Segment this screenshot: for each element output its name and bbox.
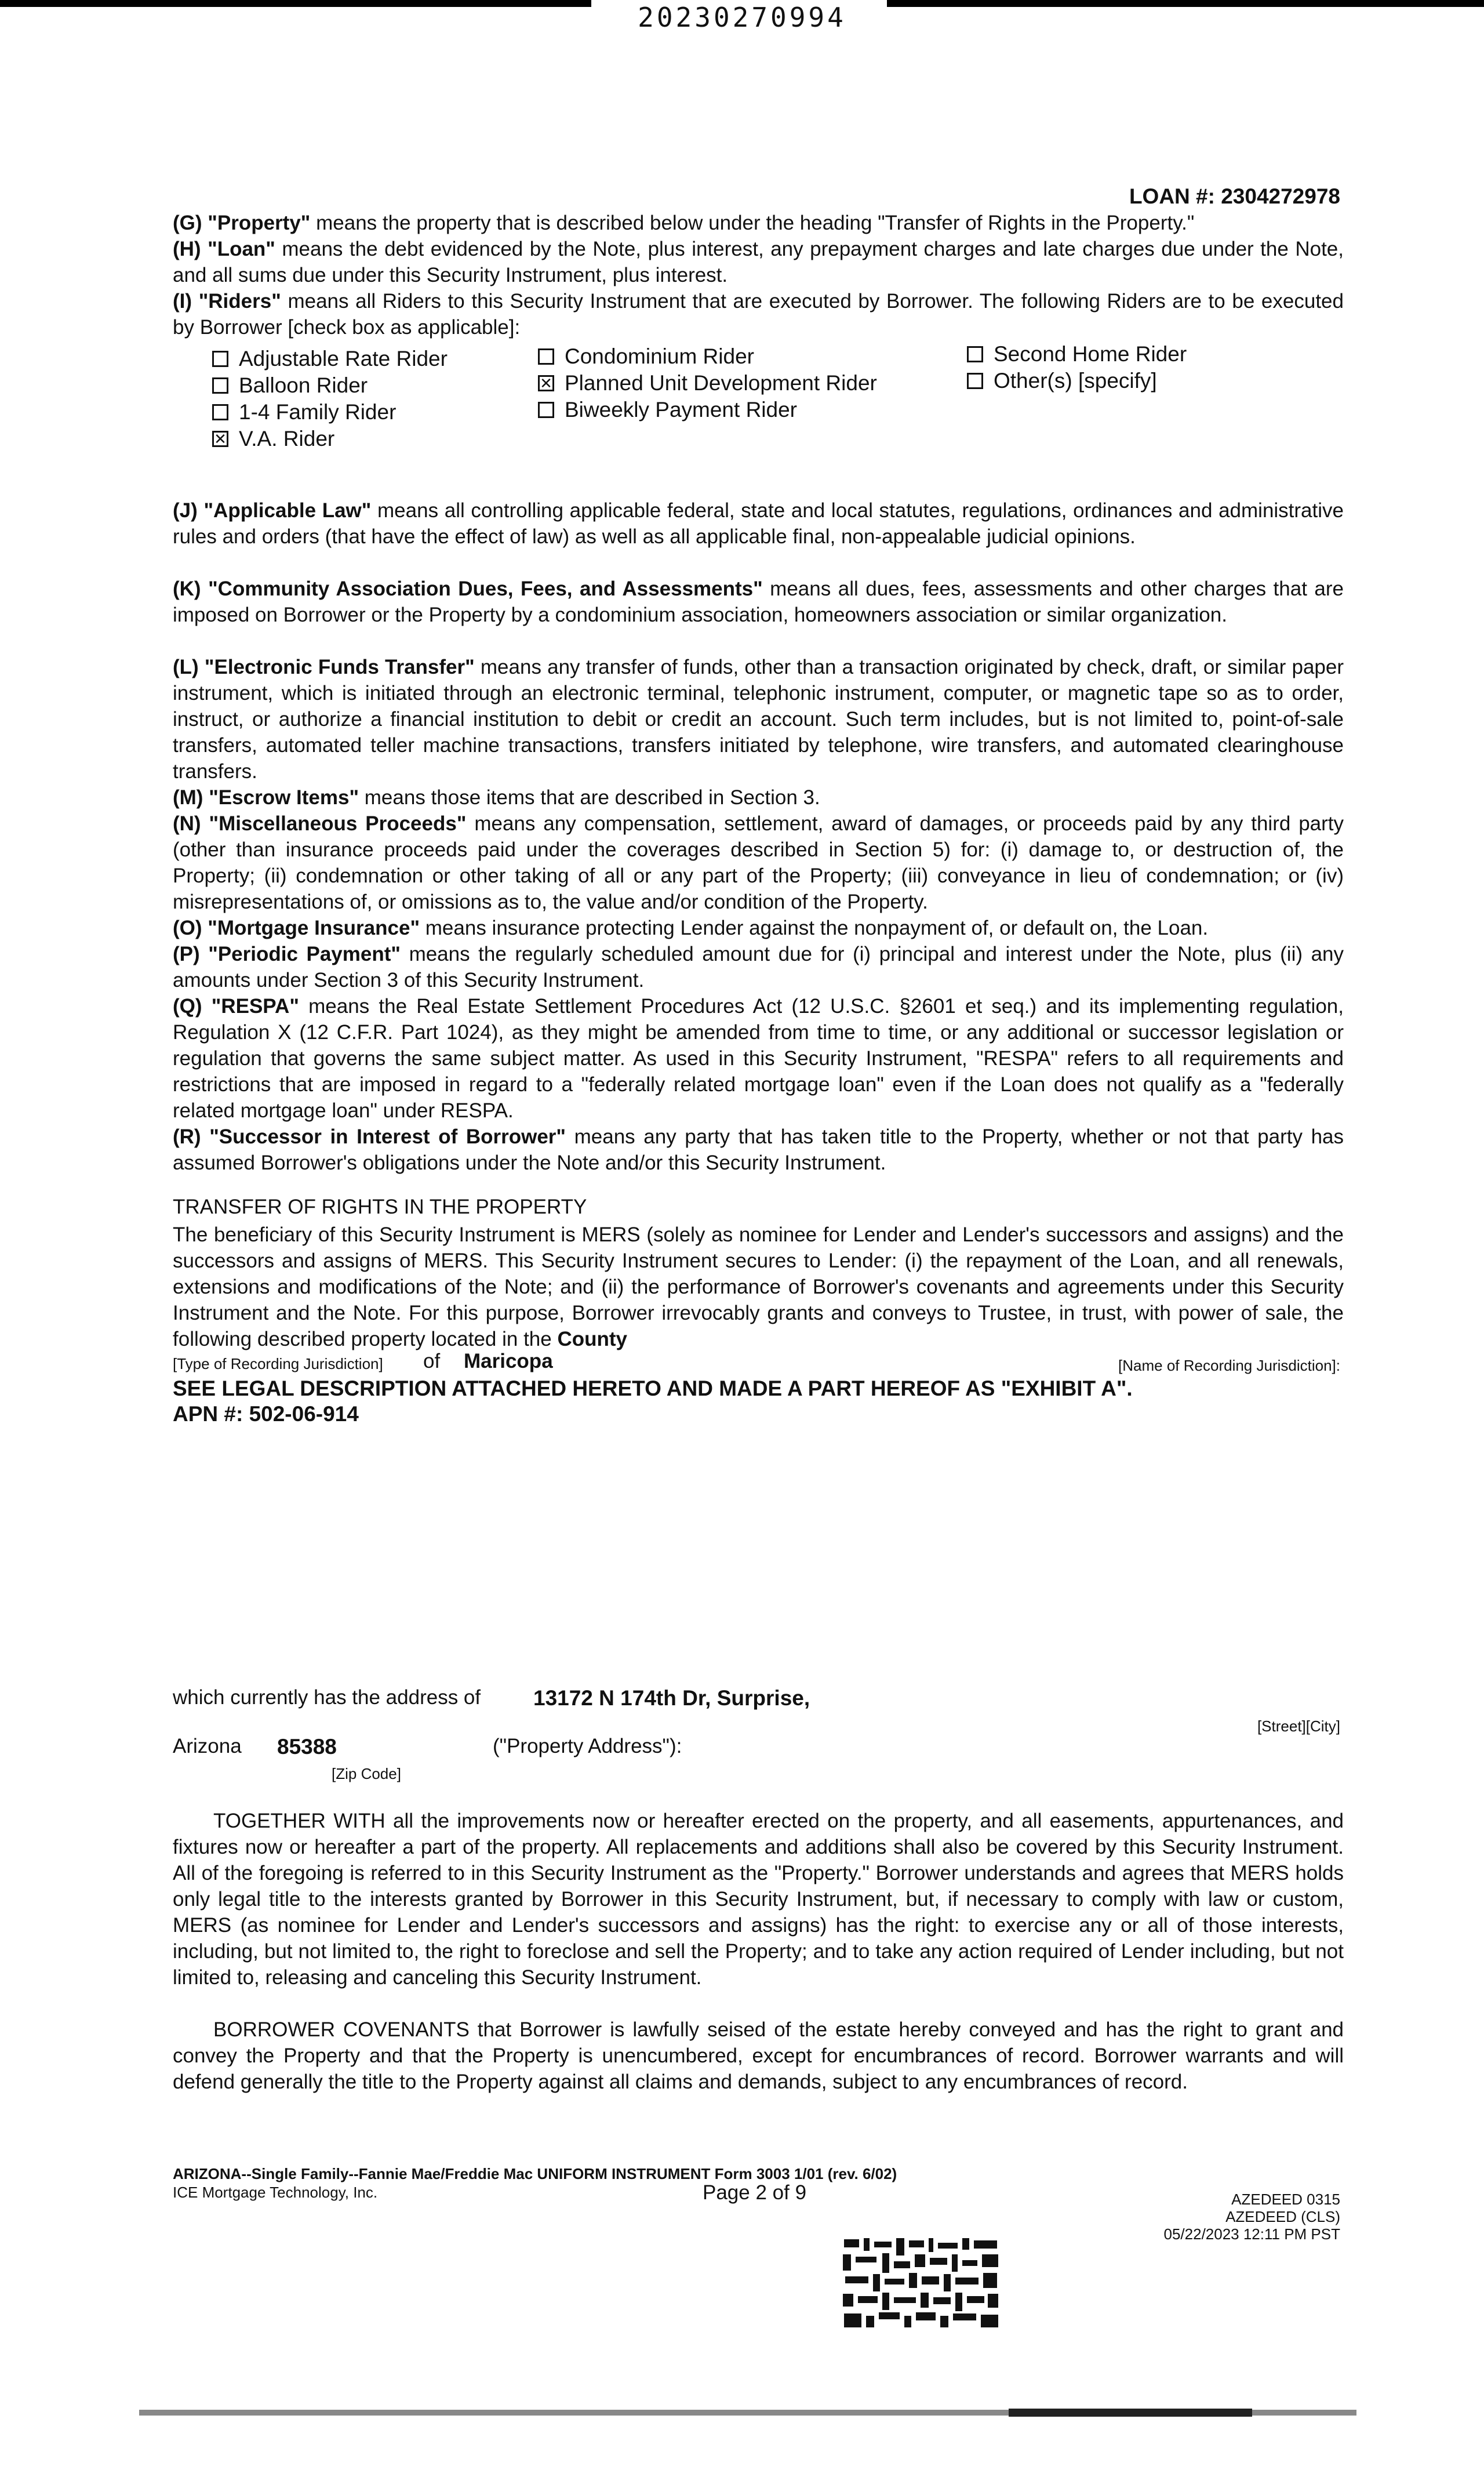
def-text: means the regularly scheduled amount due for (i) principal and interest under the Note, plus (ii) any amounts under Section 3 of this Security Instrument. xyxy=(173,943,1344,991)
rider-label: Balloon Rider xyxy=(239,373,368,397)
type-caption: [Type of Recording Jurisdiction] xyxy=(173,1355,383,1372)
definition-l xyxy=(173,654,1344,784)
def-text: means insurance protecting Lender against the nonpayment of, or default on, the Loan. xyxy=(420,917,1209,939)
legal-description: SEE LEGAL DESCRIPTION ATTACHED HERETO AND MADE A PART HEREOF AS "EXHIBIT A". xyxy=(173,1376,1133,1400)
def-text: means any transfer of funds, other than a transaction originated by check, draft, or similar paper instrument, which is initiated through an electronic terminal, telephonic instrument, computer, or magnetic tape so as to order, instruct, or authorize a financial institution to debit or credit an account. Such term includes, but is not limited to, point-of-sale transfers, automated teller machine transactions, transfers initiated by telephone, wire transfers, and automated clearinghouse transfers. xyxy=(173,656,1344,783)
def-label: (J) xyxy=(173,499,198,522)
definition-j xyxy=(173,497,1344,550)
rider-label: Adjustable Rate Rider xyxy=(239,347,448,371)
rider-condominium[interactable] xyxy=(538,344,754,369)
definition-m xyxy=(173,784,1344,811)
definition-p xyxy=(173,941,1344,993)
jurisdiction-name: Maricopa xyxy=(464,1350,553,1372)
definition-o xyxy=(173,915,1344,941)
rider-planned-unit[interactable] xyxy=(538,371,877,395)
def-term: "Electronic Funds Transfer" xyxy=(204,656,475,678)
covenants-paragraph: BORROWER COVENANTS that Borrower is lawfully seised of the estate hereby conveyed and has the right to grant and convey the Property and that the Property is unencumbered, except for encumbrances of record. Borrower warrants and will defend generally the title to the Property against all claims and demands, subject to any encumbrances of record. xyxy=(173,2018,1344,2093)
def-label: (L) xyxy=(173,656,199,678)
scan-strip-icon xyxy=(139,2405,1356,2420)
street-city: 13172 N 174th Dr, Surprise, xyxy=(533,1686,810,1710)
rider-label: Other(s) [specify] xyxy=(994,369,1157,393)
together-paragraph: TOGETHER WITH all the improvements now or hereafter erected on the property, and all easements, appurtenances, and fixtures now or hereafter a part of the property. All replacements and additions shall also be covered by this Security Instrument. All of the foregoing is referred to in this Security Instrument as the "Property." Borrower understands and agrees that MERS holds only legal title to the interests granted by Borrower in this Security Instrument, but, if necessary to comply with law or custom, MERS (as nominee for Lender and Lender's successors and assigns) has the right: to exercise any or all of those interests, including, but not limited to, the right to foreclose and sell the Property; and to take any action required of Lender including, but not limited to, releasing and canceling this Security Instrument. xyxy=(173,1810,1344,1989)
def-label: (Q) xyxy=(173,995,202,1018)
checkbox-checked-icon[interactable]: ✕ xyxy=(212,431,228,447)
def-term: "Miscellaneous Proceeds" xyxy=(209,812,467,835)
def-label: (M) xyxy=(173,786,203,809)
apn-number: APN #: 502-06-914 xyxy=(173,1402,359,1426)
rider-label: 1-4 Family Rider xyxy=(239,400,397,424)
barcode-icon xyxy=(842,2237,1002,2330)
company-name: ICE Mortgage Technology, Inc. xyxy=(173,2184,378,2201)
rider-biweekly[interactable] xyxy=(538,398,797,422)
def-label: (R) xyxy=(173,1125,201,1148)
rider-adjustable-rate[interactable] xyxy=(212,347,448,371)
def-text: means all Riders to this Security Instrument that are executed by Borrower. The following Riders are to be executed by Borrower [check box as applicable]: xyxy=(173,290,1344,339)
definition-h xyxy=(173,236,1344,288)
def-label: (O) xyxy=(173,917,202,939)
def-term: "Periodic Payment" xyxy=(208,943,401,965)
def-term: "Loan" xyxy=(208,238,275,260)
def-label: (K) xyxy=(173,578,201,600)
address-lead: which currently has the address of xyxy=(173,1686,481,1709)
rider-label: Planned Unit Development Rider xyxy=(565,371,877,395)
transfer-body-text: The beneficiary of this Security Instrument is MERS (solely as nominee for Lender and Lender's successors and assigns) and the successors and assigns of MERS. This Security Instrument secures to Lender: (i) the repayment of the Loan, and all renewals, extensions and modifications of the Note; and (ii) the performance of Borrower's covenants and agreements under this Security Instrument and the Note. For this purpose, Borrower irrevocably grants and conveys to Trustee, in trust, with power of sale, the following described property located in the xyxy=(173,1223,1344,1350)
def-term: "Property" xyxy=(208,212,311,234)
form-title: ARIZONA--Single Family--Fannie Mae/Freddie Mac UNIFORM INSTRUMENT Form 3003 1/01 (rev. 6/02) xyxy=(173,2165,897,2182)
def-label: (G) xyxy=(173,212,202,234)
address-zip: 85388 xyxy=(277,1735,337,1759)
timestamp: 05/22/2023 12:11 PM PST xyxy=(1163,2225,1340,2243)
address-state: Arizona xyxy=(173,1735,242,1757)
rider-label: Biweekly Payment Rider xyxy=(565,398,797,422)
checkbox-icon[interactable] xyxy=(538,402,554,418)
rider-label: V.A. Rider xyxy=(239,427,335,451)
def-text: means all controlling applicable federal, state and local statutes, regulations, ordinances and administrative rules and orders (that have the effect of law) as well as all applicable final, non-appealable judicial opinions. xyxy=(173,499,1344,548)
def-term: "Successor in Interest of Borrower" xyxy=(209,1125,566,1148)
def-text: means any party that has taken title to the Property, whether or not that party has assumed Borrower's obligations under the Note and/or this Security Instrument. xyxy=(173,1125,1344,1174)
street-city-caption: [Street][City] xyxy=(1257,1717,1340,1735)
def-term: "Applicable Law" xyxy=(203,499,372,522)
definition-n xyxy=(173,811,1344,915)
definition-r xyxy=(173,1124,1344,1176)
checkbox-icon[interactable] xyxy=(212,351,228,367)
transfer-heading: TRANSFER OF RIGHTS IN THE PROPERTY xyxy=(173,1196,587,1218)
transfer-body xyxy=(173,1222,1344,1352)
checkbox-icon[interactable] xyxy=(967,346,983,362)
def-text: means the Real Estate Settlement Procedures Act (12 U.S.C. §2601 et seq.) and its implementing regulation, Regulation X (12 C.F.R. Part 1024), as they might be amended from time to time, or any additional or successor legislation or regulation that governs the same subject matter. As used in this Security Instrument, "RESPA" refers to all requirements and restrictions that are imposed in regard to a "federally related mortgage loan" even if the Loan does not qualify as a "federally related mortgage loan" under RESPA. xyxy=(173,995,1344,1122)
code-2: AZEDEED (CLS) xyxy=(1225,2208,1340,2225)
definition-g xyxy=(173,210,1344,236)
checkbox-icon[interactable] xyxy=(967,373,983,389)
def-label: (H) xyxy=(173,238,201,260)
property-address-label: ("Property Address"): xyxy=(493,1735,682,1757)
definition-i xyxy=(173,288,1344,340)
def-label: (I) xyxy=(173,290,192,313)
of-word: of xyxy=(423,1350,441,1372)
rider-1-4-family[interactable] xyxy=(212,400,396,424)
def-text: means those items that are described in Section 3. xyxy=(359,786,820,809)
rider-second-home[interactable] xyxy=(967,342,1187,366)
def-text: means all dues, fees, assessments and other charges that are imposed on Borrower or the Property by a condominium association, homeowners association or similar organization. xyxy=(173,578,1344,626)
def-term: "Escrow Items" xyxy=(209,786,359,809)
def-term: "Riders" xyxy=(198,290,281,313)
def-text: means the property that is described below under the heading "Transfer of Rights in the Property." xyxy=(310,212,1195,234)
rider-va[interactable] xyxy=(212,427,334,451)
recording-number: 20230270994 xyxy=(638,2,846,33)
def-text: means any compensation, settlement, award of damages, or proceeds paid by any third party (other than insurance proceeds paid under the coverages described in Section 5) for: (i) damage to, or destruction of, the Property; (ii) condemnation or other taking of all or any part of the Property; (iii) conveyance in lieu of condemnation; or (iv) misrepresentations of, or omissions as to, the value and/or condition of the Property. xyxy=(173,812,1344,913)
def-term: "Community Association Dues, Fees, and Assessments" xyxy=(208,578,763,600)
checkbox-icon[interactable] xyxy=(212,404,228,420)
rider-balloon[interactable] xyxy=(212,373,368,398)
checkbox-icon[interactable] xyxy=(212,377,228,394)
rider-other[interactable] xyxy=(967,369,1157,393)
jurisdiction-type: County xyxy=(557,1328,628,1350)
name-caption: [Name of Recording Jurisdiction]: xyxy=(1118,1357,1340,1374)
page-number: Page 2 of 9 xyxy=(703,2181,807,2204)
checkbox-checked-icon[interactable]: ✕ xyxy=(538,375,554,391)
checkbox-icon[interactable] xyxy=(538,348,554,365)
code-1: AZEDEED 0315 xyxy=(1231,2191,1340,2208)
rider-label: Second Home Rider xyxy=(994,342,1187,366)
definition-q xyxy=(173,993,1344,1124)
def-label: (N) xyxy=(173,812,201,835)
def-text: means the debt evidenced by the Note, plus interest, any prepayment charges and late charges due under the Note, and all sums due under this Security Instrument, plus interest. xyxy=(173,238,1344,286)
def-term: "Mortgage Insurance" xyxy=(208,917,420,939)
zip-caption: [Zip Code] xyxy=(332,1765,401,1782)
rider-label: Condominium Rider xyxy=(565,344,754,368)
loan-number: LOAN #: 2304272978 xyxy=(1129,184,1340,208)
definition-k xyxy=(173,576,1344,628)
def-term: "RESPA" xyxy=(211,995,299,1018)
def-label: (P) xyxy=(173,943,200,965)
